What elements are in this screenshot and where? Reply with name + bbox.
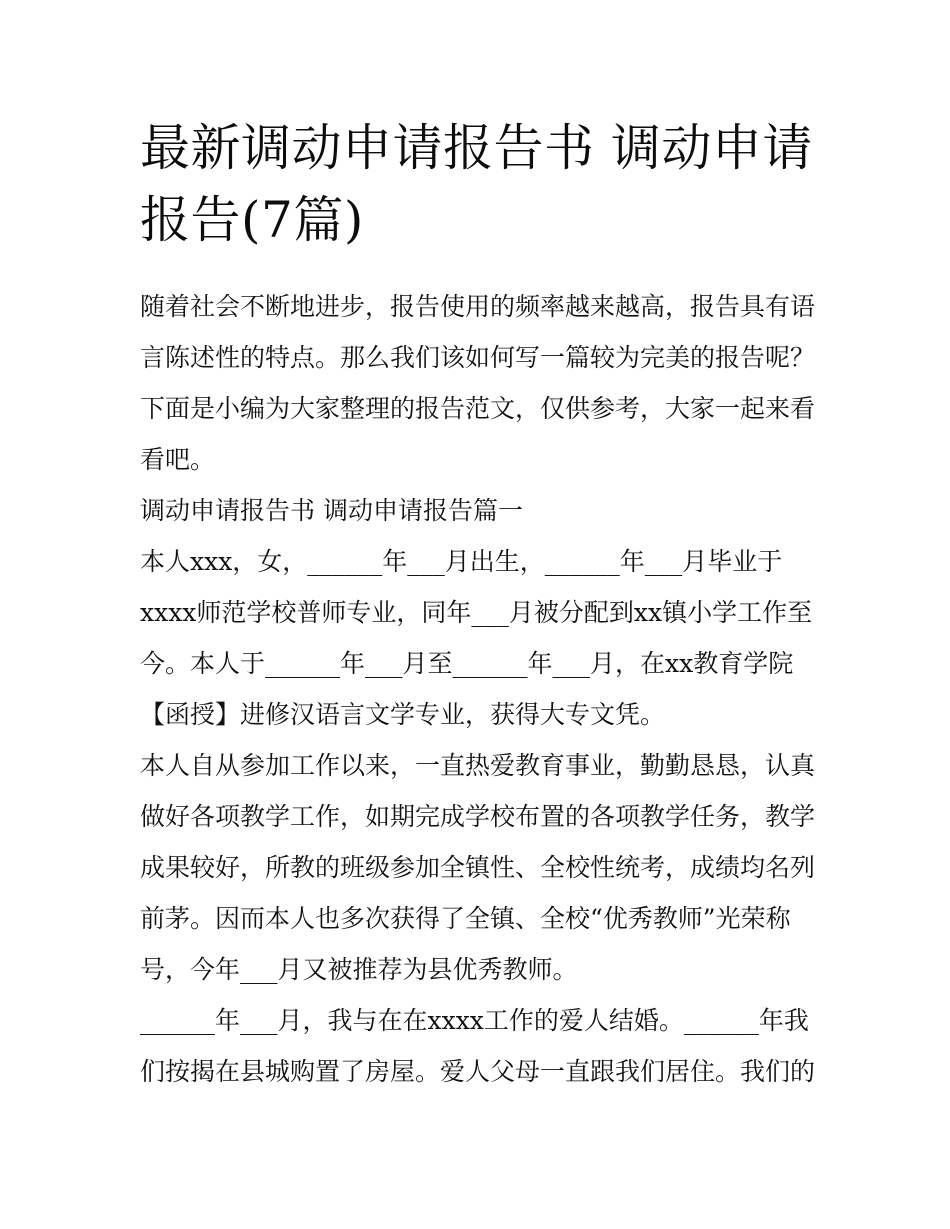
document-title: [140, 112, 820, 256]
paragraph-line: 做好各项教学工作，如期完成学校布置的各项教学任务，教学: [140, 802, 816, 831]
intro-paragraph-line: 言陈述性的特点。那么我们该如何写一篇较为完美的报告呢？: [140, 343, 816, 372]
intro-paragraph-line: 看吧。: [140, 445, 216, 474]
document-body: [140, 281, 820, 1097]
paragraph-line: 号，今年___月又被推荐为县优秀教师。: [140, 955, 578, 984]
paragraph-line: ______年___月，我与在在xxxx工作的爱人结婚。______年我: [140, 1006, 809, 1035]
section-heading: 调动申请报告书 调动申请报告篇一: [140, 496, 523, 525]
title-line-2: 报告(7篇): [140, 191, 364, 249]
paragraph-line: 们按揭在县城购置了房屋。爱人父母一直跟我们居住。我们的: [140, 1057, 816, 1086]
intro-paragraph-line: 随着社会不断地进步，报告使用的频率越来越高，报告具有语: [140, 292, 816, 321]
paragraph-line: 成果较好，所教的班级参加全镇性、全校性统考，成绩均名列: [140, 853, 816, 882]
title-line-1: 最新调动申请报告书 调动申请: [140, 119, 813, 177]
paragraph-line: 今。本人于______年___月至______年___月，在xx教育学院: [140, 649, 794, 678]
paragraph-line: 前茅。因而本人也多次获得了全镇、全校“优秀教师”光荣称: [140, 904, 791, 933]
document-page: [140, 112, 820, 1097]
intro-paragraph-line: 下面是小编为大家整理的报告范文，仅供参考，大家一起来看: [140, 394, 816, 423]
paragraph-line: xxxx师范学校普师专业，同年___月被分配到xx镇小学工作至: [140, 598, 813, 627]
paragraph-line: 本人xxx，女，______年___月出生，______年___月毕业于: [140, 547, 783, 576]
paragraph-line: 本人自从参加工作以来，一直热爱教育事业，勤勤恳恳，认真: [140, 751, 816, 780]
paragraph-line: 【函授】进修汉语言文学专业，获得大专文凭。: [140, 700, 666, 729]
